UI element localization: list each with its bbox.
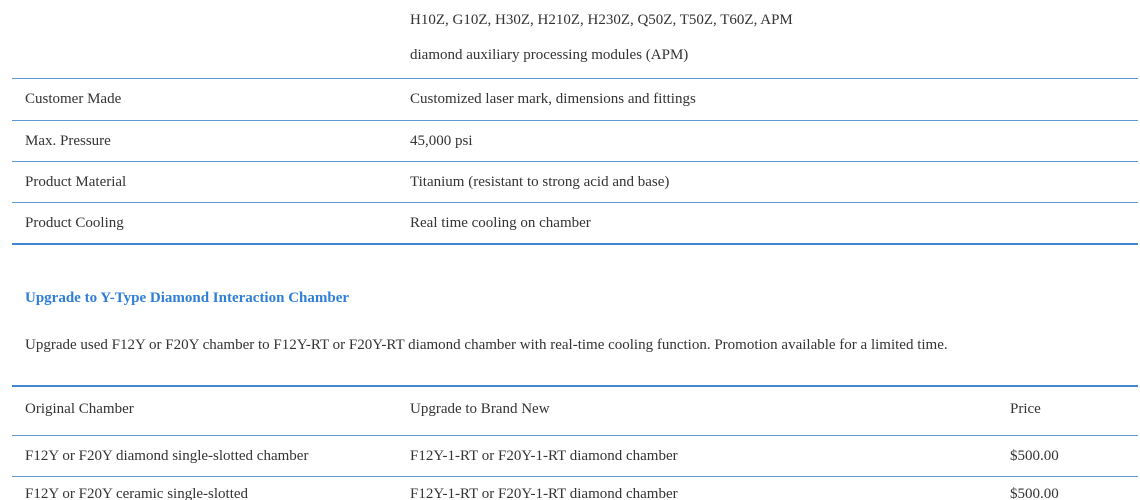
- spec-value-material: Titanium (resistant to strong acid and base): [410, 174, 670, 190]
- row-divider: [12, 120, 1138, 121]
- row-divider: [12, 435, 1138, 436]
- price-row-2-original: F12Y or F20Y ceramic single-slotted: [25, 486, 249, 500]
- spec-apm-line: diamond auxiliary processing modules (APM): [410, 47, 689, 63]
- spec-models-line: H10Z, G10Z, H30Z, H210Z, H230Z, Q50Z, T50Z, T60Z, APM: [410, 12, 793, 28]
- spec-label-material: Product Material: [25, 174, 127, 190]
- header-price: Price: [1010, 401, 1041, 417]
- price-table-top-border: [12, 385, 1138, 387]
- upgrade-section-description: Upgrade used F12Y or F20Y chamber to F12Y-RT or F20Y-RT diamond chamber with real-time cooling function. Promotion available for a limited time.: [25, 337, 948, 353]
- spec-value-customer-made: Customized laser mark, dimensions and fittings: [410, 91, 696, 107]
- spec-label-max-pressure: Max. Pressure: [25, 133, 111, 149]
- table-bottom-border: [12, 243, 1138, 245]
- spec-value-cooling: Real time cooling on chamber: [410, 215, 591, 231]
- spec-value-max-pressure: 45,000 psi: [410, 133, 473, 149]
- header-original-chamber: Original Chamber: [25, 401, 134, 417]
- upgrade-section-title: Upgrade to Y-Type Diamond Interaction Chamber: [25, 290, 350, 306]
- row-divider: [12, 202, 1138, 203]
- spec-label-cooling: Product Cooling: [25, 215, 124, 231]
- price-row-1-original: F12Y or F20Y diamond single-slotted chamber: [25, 448, 309, 464]
- row-divider: [12, 161, 1138, 162]
- price-row-2-price: $500.00: [1010, 486, 1059, 500]
- price-row-1-upgrade: F12Y-1-RT or F20Y-1-RT diamond chamber: [410, 448, 678, 464]
- header-upgrade: Upgrade to Brand New: [410, 401, 550, 417]
- row-divider: [12, 476, 1138, 477]
- price-row-2-upgrade: F12Y-1-RT or F20Y-1-RT diamond chamber: [410, 486, 678, 500]
- spec-label-customer-made: Customer Made: [25, 91, 122, 107]
- price-row-1-price: $500.00: [1010, 448, 1059, 464]
- row-divider: [12, 78, 1138, 79]
